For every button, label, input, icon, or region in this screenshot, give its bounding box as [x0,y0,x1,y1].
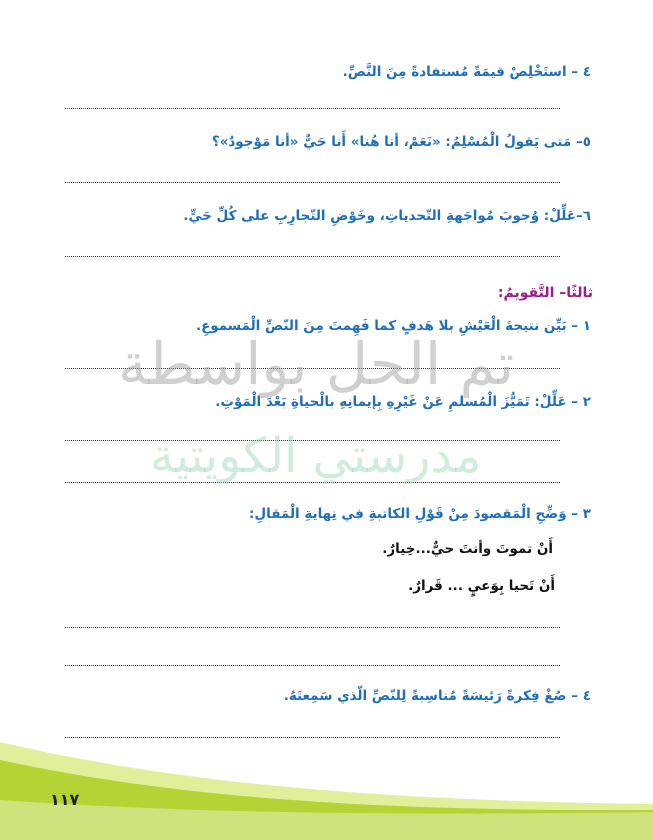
section-title-evaluation: ثالثًا– التَّقويمُ: [497,285,593,301]
watermark-solved-by: تم الحل بواسطة [118,330,515,398]
question-5: ٥– مَتى يَقولُ الْمُسْلِمُ: «نَعَمْ، أنا هُنا» أَنا حَيٌّ «أنا مَوْجودٌ»؟ [211,134,591,150]
question-4: ٤ – استَخْلِصْ قيمَةً مُستفادةً مِنَ النَّصِّ. [342,64,591,80]
eval-question-4: ٤ – صُغْ فِكرةً رَئيسَةً مُناسِبةً لِلنّصِّ الّذي سَمِعتَهُ. [283,688,591,704]
eval-question-2: ٢ – عَلِّلْ: تَمَيُّزَ الْمُسلمِ عَنْ غَيْرِهِ بِإيمانِهِ بالْحياةِ بَعْدَ الْمَوْتِ. [215,394,591,410]
question-6: ٦–عَلِّلْ: وُجوبَ مُواجَهةِ التّحدياتِ، وخَوْضِ التّجارِبِ على كُلِّ حَيٍّ. [183,208,591,224]
quote-line-2: أَنْ تَحيا بِوَعيٍ ... قَرارٌ. [408,578,555,594]
eval-question-3: ٣ – وَضِّحِ الْمَقصودَ مِنْ قَوْلِ الكاتبةِ في نِهايةِ الْمَقالِ: [249,506,591,522]
watermark-school-name: مدرستي الكويتية [150,428,482,484]
quote-line-1: أَنْ تموتَ وأنتَ حيٌّ...خِيارٌ. [382,541,553,557]
page-number: ١١٧ [50,790,80,809]
eval-question-1: ١ – بَيِّن نتيجةَ الْعَيْشِ بلا هَدفٍ كما فَهِمتَ مِنَ النّصِّ الْمَسموعِ. [195,318,591,334]
